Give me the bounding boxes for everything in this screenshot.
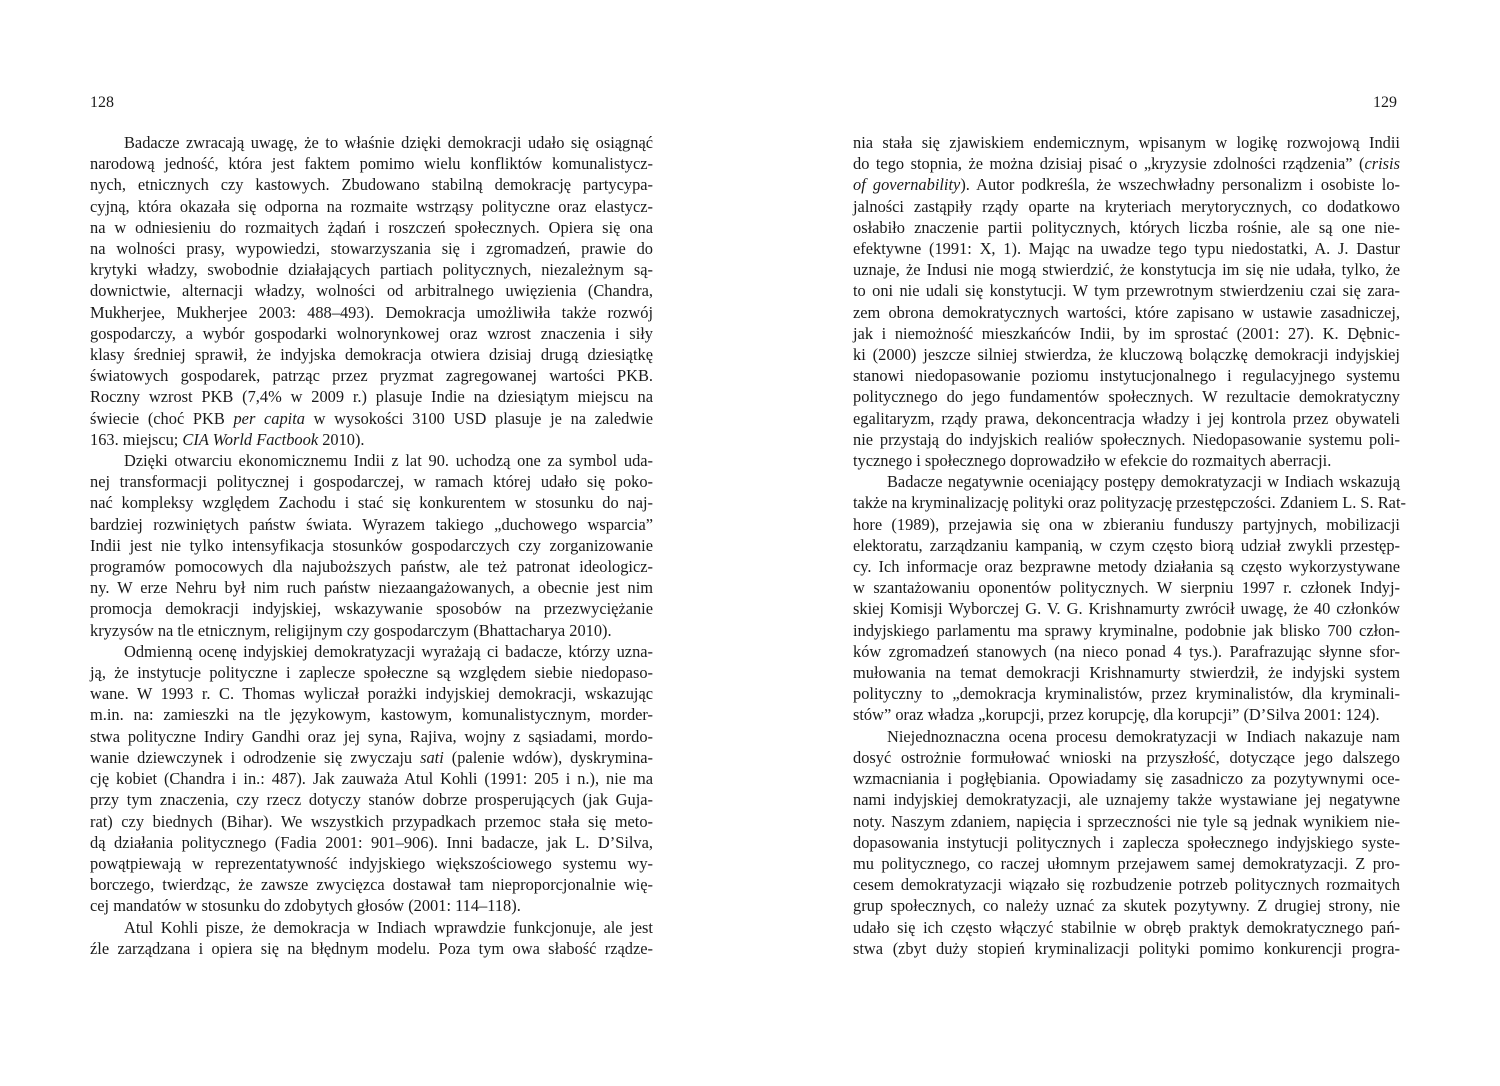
text-line: Badacze negatywnie oceniający postępy demokratyzacji w Indiach wskazują	[887, 472, 1400, 492]
text-line: powątpiewają w reprezentatywność indyjskiego większościowego systemu wy-	[90, 853, 653, 873]
text-line: jak i niemożność mieszkańców Indii, by im sprostać (2001: 27). K. Dębnic-	[853, 323, 1400, 343]
text-line: grup społecznych, co należy uznać za skutek pozytywny. Z drugiej strony, nie	[853, 896, 1400, 916]
paragraph	[90, 132, 653, 450]
text-line: uznaje, że Indusi nie mogą stwierdzić, że konstytucja im się nie udała, tylko, że	[853, 260, 1400, 280]
text-line: dą działania politycznego (Fadia 2001: 901–906). Inni badacze, jak L. D’Silva,	[90, 832, 653, 852]
text-line: nia stała się zjawiskiem endemicznym, wpisanym w logikę rozwojową Indii	[853, 133, 1400, 152]
text-line: politycznego do jego fundamentów społecznych. W rezultacie demokratyczny	[853, 387, 1400, 407]
text-line: dopasowania instytucji politycznych i zaplecza społecznego indyjskiego syste-	[853, 832, 1400, 852]
paragraph	[90, 917, 653, 959]
page-number-right: 129	[1373, 94, 1397, 111]
text-line: ny. W erze Nehru był nim ruch państw niezaangażowanych, a obecnie jest nim	[90, 578, 653, 598]
text-line: to oni nie udali się konstytucji. W tym przewrotnym stwierdzeniu czai się zara-	[853, 281, 1400, 301]
text-line: ki (2000) jeszcze silniej stwierdza, że kluczową bolączkę demokracji indyjskiej	[853, 345, 1400, 365]
text-line: downictwie, alternacji władzy, wolności od arbitralnego uwięzienia (Chandra,	[90, 281, 653, 301]
paragraph	[90, 450, 653, 641]
text-line: polityczny to „demokracja kryminalistów, przez kryminalistów, dla kryminali-	[853, 684, 1400, 704]
text-line: zem obrona demokratycznych wartości, które zapisano w ustawie zasadniczej,	[853, 302, 1400, 322]
text-line: na w odniesieniu do rozmaitych żądań i roszczeń społecznych. Opiera się ona	[90, 217, 653, 237]
text-line: Roczny wzrost PKB (7,4% w 2009 r.) plasuje Indie na dziesiątym miejscu na	[90, 387, 653, 407]
text-line: egalitaryzm, rządy prawa, dekoncentracja władzy i jej kontrola przez obywateli	[853, 408, 1400, 428]
text-line: świecie (choć PKB per capita w wysokości 3100 USD plasuje je na zaledwie	[90, 408, 653, 428]
text-line: cyjną, która okazała się odporna na rozmaite wstrząsy polityczne oraz elastycz-	[90, 196, 653, 216]
text-line: nych, etnicznych czy kastowych. Zbudowano stabilną demokrację partycypa-	[90, 175, 653, 195]
text-line: klasy średniej sprawił, że indyjska demokracja otwiera dzisiaj drugą dziesiątkę	[90, 345, 653, 365]
text-line: Indii jest nie tylko intensyfikacja stosunków gospodarczych czy zorganizowanie	[90, 535, 653, 555]
text-line: tycznego i społecznego doprowadziło w efekcie do rozmaitych aberracji.	[853, 451, 1332, 471]
text-line: wzmacniania i pogłębiania. Opowiadamy się zasadniczo za pozytywnymi oce-	[853, 769, 1400, 789]
text-line: na wolności prasy, wypowiedzi, stowarzyszania się i zgromadzeń, prawie do	[90, 239, 653, 259]
text-line: cesem demokratyzacji wiązało się rozbudzenie potrzeb politycznych rozmaitych	[853, 875, 1400, 895]
text-line: efektywne (1991: X, 1). Mając na uwadze tego typu niedostatki, A. J. Dastur	[853, 239, 1400, 259]
text-line: jalności zastąpiły rządy oparte na kryteriach merytorycznych, co dodatkowo	[853, 196, 1400, 216]
text-line: cję kobiet (Chandra i in.: 487). Jak zauważa Atul Kohli (1991: 205 i n.), nie ma	[90, 769, 653, 789]
text-line: 163. miejscu; CIA World Factbook 2010).	[90, 429, 365, 449]
text-line: stanowi niedopasowanie poziomu instytucjonalnego i regulacyjnego systemu	[853, 366, 1400, 386]
text-line: przy tym znaczenia, czy rzecz dotyczy stanów dobrze prosperujących (jak Guja-	[90, 790, 653, 810]
text-line: nej transformacji politycznej i gospodarczej, w ramach której udało się poko-	[90, 472, 653, 492]
text-line: bardziej rozwiniętych państw świata. Wyrazem takiego „duchowego wsparcia”	[90, 514, 653, 534]
text-line: do tego stopnia, że można dzisiaj pisać o „kryzysie zdolności rządzenia” (crisis	[853, 154, 1400, 174]
text-line: mułowania na temat demokracji Krishnamurty stwierdził, że indyjski system	[853, 663, 1400, 683]
text-line: nie przystają do indyjskich realiów społecznych. Niedopasowanie systemu poli-	[853, 429, 1400, 449]
text-line: wanie dziewczynek i odrodzenie się zwyczaju sati (palenie wdów), dyskrymina-	[90, 747, 654, 767]
text-line: ków zgromadzeń stanowych (na nieco ponad 4 tys.). Parafrazując słynne sfor-	[853, 641, 1400, 661]
text-line: dosyć ostrożnie formułować wnioski na przyszłość, dotyczące jego dalszego	[853, 747, 1400, 767]
text-line: promocja demokracji indyjskiej, wskazywanie sposobów na przezwyciężanie	[90, 599, 653, 619]
paragraph	[853, 726, 1400, 959]
text-line: Atul Kohli pisze, że demokracja w Indiach wprawdzie funkcjonuje, ale jest	[124, 917, 653, 937]
text-line: narodową jedność, która jest faktem pomimo wielu konfliktów komunalistycz-	[90, 154, 653, 174]
text-line: gospodarczy, a wybór gospodarki wolnorynkowej oraz wzrost znaczenia i siły	[90, 323, 653, 343]
text-line: osłabiło znaczenie partii politycznych, których liczba rośnie, ale są one nie-	[853, 217, 1400, 237]
text-line: Mukherjee, Mukherjee 2003: 488–493). Demokracja umożliwiła także rozwój	[90, 302, 653, 322]
text-line: krytyki władzy, swobodnie działających partiach politycznych, niezależnym są-	[90, 260, 653, 280]
text-line: Odmienną ocenę indyjskiej demokratyzacji wyrażają ci badacze, którzy uzna-	[124, 641, 653, 661]
text-line: indyjskiego parlamentu ma sprawy kryminalne, podobnie jak blisko 700 człon-	[853, 620, 1400, 640]
text-line: światowych gospodarek, patrząc przez pryzmat zagregowanej wartości PKB.	[90, 366, 653, 386]
text-line: skiej Komisji Wyborczej G. V. G. Krishnamurty zwrócił uwagę, że 40 członków	[853, 599, 1400, 619]
right-page-text	[853, 132, 1406, 959]
text-line: źle zarządzana i opiera się na błędnym modelu. Poza tym owa słabość rządze-	[90, 938, 653, 958]
page-number-left: 128	[90, 94, 114, 111]
text-line: wane. W 1993 r. C. Thomas wyliczał porażki indyjskiej demokracji, wskazując	[90, 684, 653, 704]
left-page-text	[90, 132, 653, 959]
text-line: of governability). Autor podkreśla, że wszechwładny personalizm i osobiste lo-	[853, 175, 1400, 195]
text-line: rat) czy biednych (Bihar). We wszystkich przypadkach przemoc stała się meto-	[90, 811, 653, 831]
text-line: nami indyjskiej demokratyzacji, ale uznajemy także wystawiane jej negatywne	[853, 790, 1400, 810]
text-line: hore (1989), przejawia się ona w zbieraniu funduszy partyjnych, mobilizacji	[853, 514, 1400, 534]
text-line: udało się ich często włączyć stabilnie w obręb praktyk demokratycznego pań-	[853, 917, 1400, 937]
text-line: Dzięki otwarciu ekonomicznemu Indii z lat 90. uchodzą one za symbol uda-	[124, 451, 653, 471]
right-page	[750, 0, 1500, 1086]
text-line: stów” oraz władza „korupcji, przez korupcję, dla korupcji” (D’Silva 2001: 124).	[853, 705, 1380, 725]
text-line: mu politycznego, co raczej ułomnym przejawem samej demokratyzacji. Z pro-	[853, 853, 1400, 873]
text-line: nać kompleksy względem Zachodu i stać się konkurentem w stosunku do naj-	[90, 493, 653, 513]
paragraph	[90, 641, 653, 917]
text-line: Niejednoznaczna ocena procesu demokratyzacji w Indiach nakazuje nam	[887, 726, 1400, 746]
text-line: kryzysów na tle etnicznym, religijnym czy gospodarczym (Bhattacharya 2010).	[90, 620, 612, 640]
text-line: stwa (zbyt duży stopień kryminalizacji polityki pomimo konkurencji progra-	[853, 938, 1400, 958]
paragraph	[853, 132, 1400, 471]
text-line: cej mandatów w stosunku do zdobytych głosów (2001: 114–118).	[90, 896, 521, 916]
text-line: programów pomocowych dla najuboższych państw, ale też patronat ideologicz-	[90, 557, 653, 577]
text-line: ją, że instytucje polityczne i zaplecze społeczne są względem siebie niedopaso-	[90, 663, 653, 683]
text-line: borczego, twierdząc, że zawsze zwycięzca dostawał tam nieproporcjonalnie wię-	[90, 875, 653, 895]
text-line: w szantażowaniu oponentów politycznych. W sierpniu 1997 r. członek Indyj-	[853, 578, 1400, 598]
text-line: elektoratu, zarządzaniu kampanią, w czym często biorą udział zwykli przestęp-	[853, 535, 1400, 555]
text-line: noty. Naszym zdaniem, napięcia i sprzeczności nie tyle są jednak wynikiem nie-	[853, 811, 1400, 831]
text-line: także na kryminalizację polityki oraz polityzację przestępczości. Zdaniem L. S. Rat-	[853, 493, 1406, 513]
text-line: stwa polityczne Indiry Gandhi oraz jej syna, Rajiva, wojny z sąsiadami, mordo-	[90, 726, 653, 746]
text-line: Badacze zwracają uwagę, że to właśnie dzięki demokracji udało się osiągnąć	[124, 133, 653, 152]
paragraph	[853, 471, 1406, 725]
text-line: m.in. na: zamieszki na tle językowym, kastowym, komunalistycznym, morder-	[90, 705, 653, 725]
text-line: cy. Ich informacje oraz bezprawne metody działania są często wykorzystywane	[853, 557, 1400, 577]
